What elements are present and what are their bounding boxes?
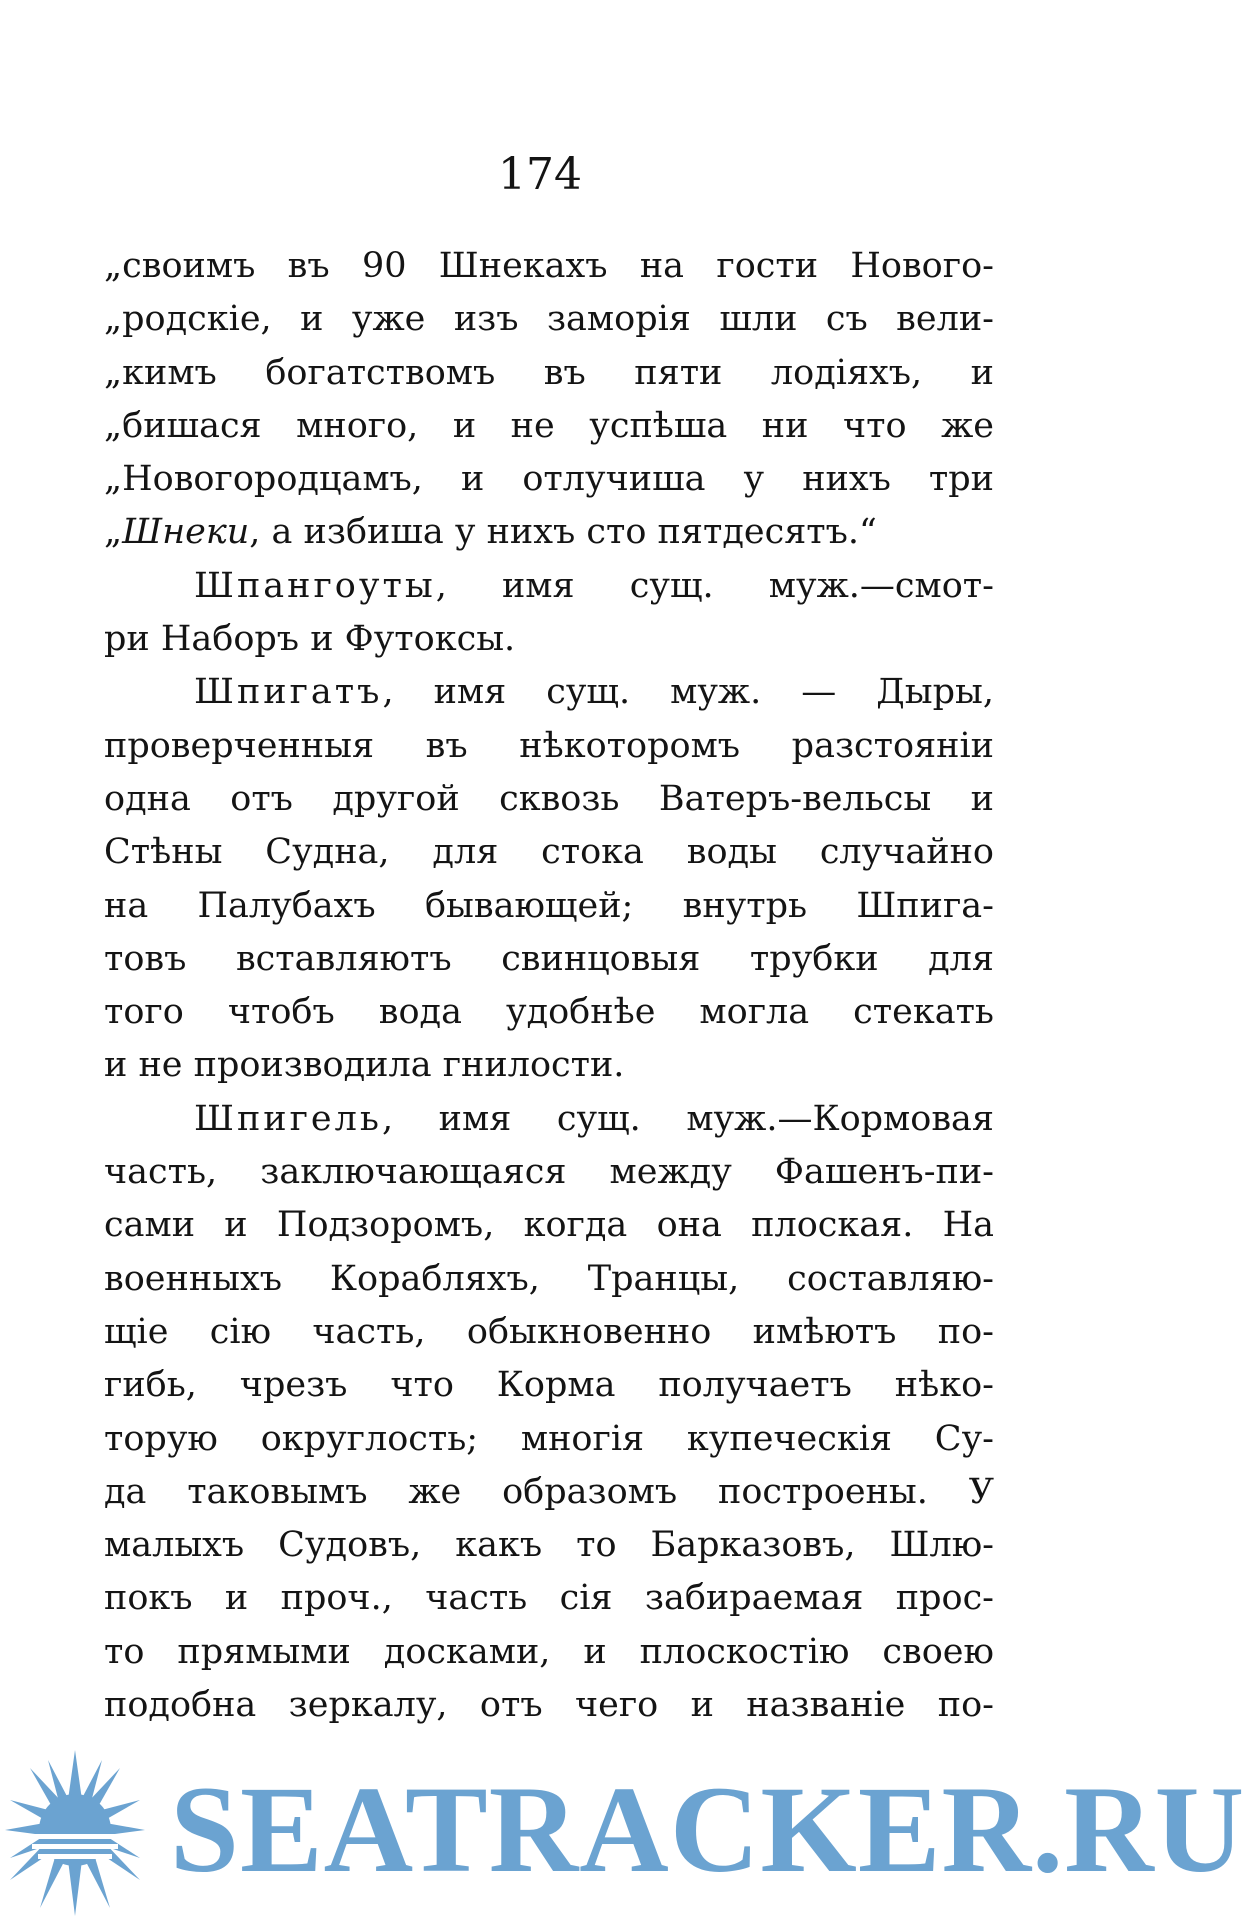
text-line: „родскіе, и уже изъ заморія шли съ вели- [104,299,994,340]
text-line: сами и Подзоромъ, когда она плоская. На [104,1205,994,1246]
text-line: покъ и проч., часть сія забираемая прос- [104,1578,994,1619]
page-number: 174 [498,149,582,200]
entry-term: Шпангоуты [194,565,436,606]
entry-heading-line [104,1093,994,1146]
sun-icon [5,1750,145,1916]
quote-mark: „ [104,512,123,553]
text-line: подобна зеркалу, отъ чего и названіе по- [104,1685,994,1726]
text-line: Стѣны Судна, для стока воды случайно [104,832,994,873]
entry-def: , имя сущ. муж.—Кормовая [381,1098,994,1139]
text-line: часть, заключающаяся между Фашенъ-пи- [104,1152,994,1193]
text-line: „кимъ богатствомъ въ пяти лодіяхъ, и [104,352,994,393]
text-line: да таковымъ же образомъ построены. У [104,1471,994,1512]
watermark-text: SEATRACKER.RU [170,1761,1245,1898]
text-line: того чтобъ вода удобнѣе могла стекать [104,992,994,1033]
text-line: военныхъ Корабляхъ, Транцы, составляю- [104,1258,994,1299]
text-line: на Палубахъ бывающей; внутрь Шпига- [104,885,994,926]
italic-term: Шнеки [122,512,250,553]
text-line: гибь, чрезъ что Корма получаетъ нѣко- [104,1365,994,1406]
entry-term: Шпигель [194,1098,382,1139]
entry-heading-line [104,666,994,719]
text-line: и не производила гнилости. [104,1045,625,1086]
entry-def: , имя сущ. муж. — Дыры, [382,672,994,713]
text-line: малыхъ Судовъ, какъ то Барказовъ, Шлю- [104,1525,994,1566]
text-line: товъ вставляютъ свинцовыя трубки для [104,938,994,979]
text-line: „бишася много, и не успѣша ни что же [104,405,994,446]
entry-def: , имя сущ. муж.—смот- [435,565,994,606]
text-line: „своимъ въ 90 Шнекахъ на гости Нового- [104,246,994,286]
entry-heading-line [104,560,994,613]
text-line: ри Наборъ и Футоксы. [104,619,516,660]
line-rest: , а избиша у нихъ сто пятдесятъ.“ [249,512,877,553]
text-line [104,506,994,559]
text-line: одна отъ другой сквозь Ватеръ-вельсы и [104,778,994,819]
text-line: „Новогородцамъ, и отлучиша у нихъ три [104,459,994,500]
text-line: проверченныя въ нѣкоторомъ разстояніи [104,725,994,766]
text-block [104,240,994,1732]
entry-term: Шпигатъ [194,672,383,713]
text-line: то прямыми досками, и плоскостію своею [104,1631,994,1672]
text-line: торую округлость; многія купеческія Су- [104,1418,994,1459]
text-line: щіе сію часть, обыкновенно имѣютъ по- [104,1311,994,1352]
